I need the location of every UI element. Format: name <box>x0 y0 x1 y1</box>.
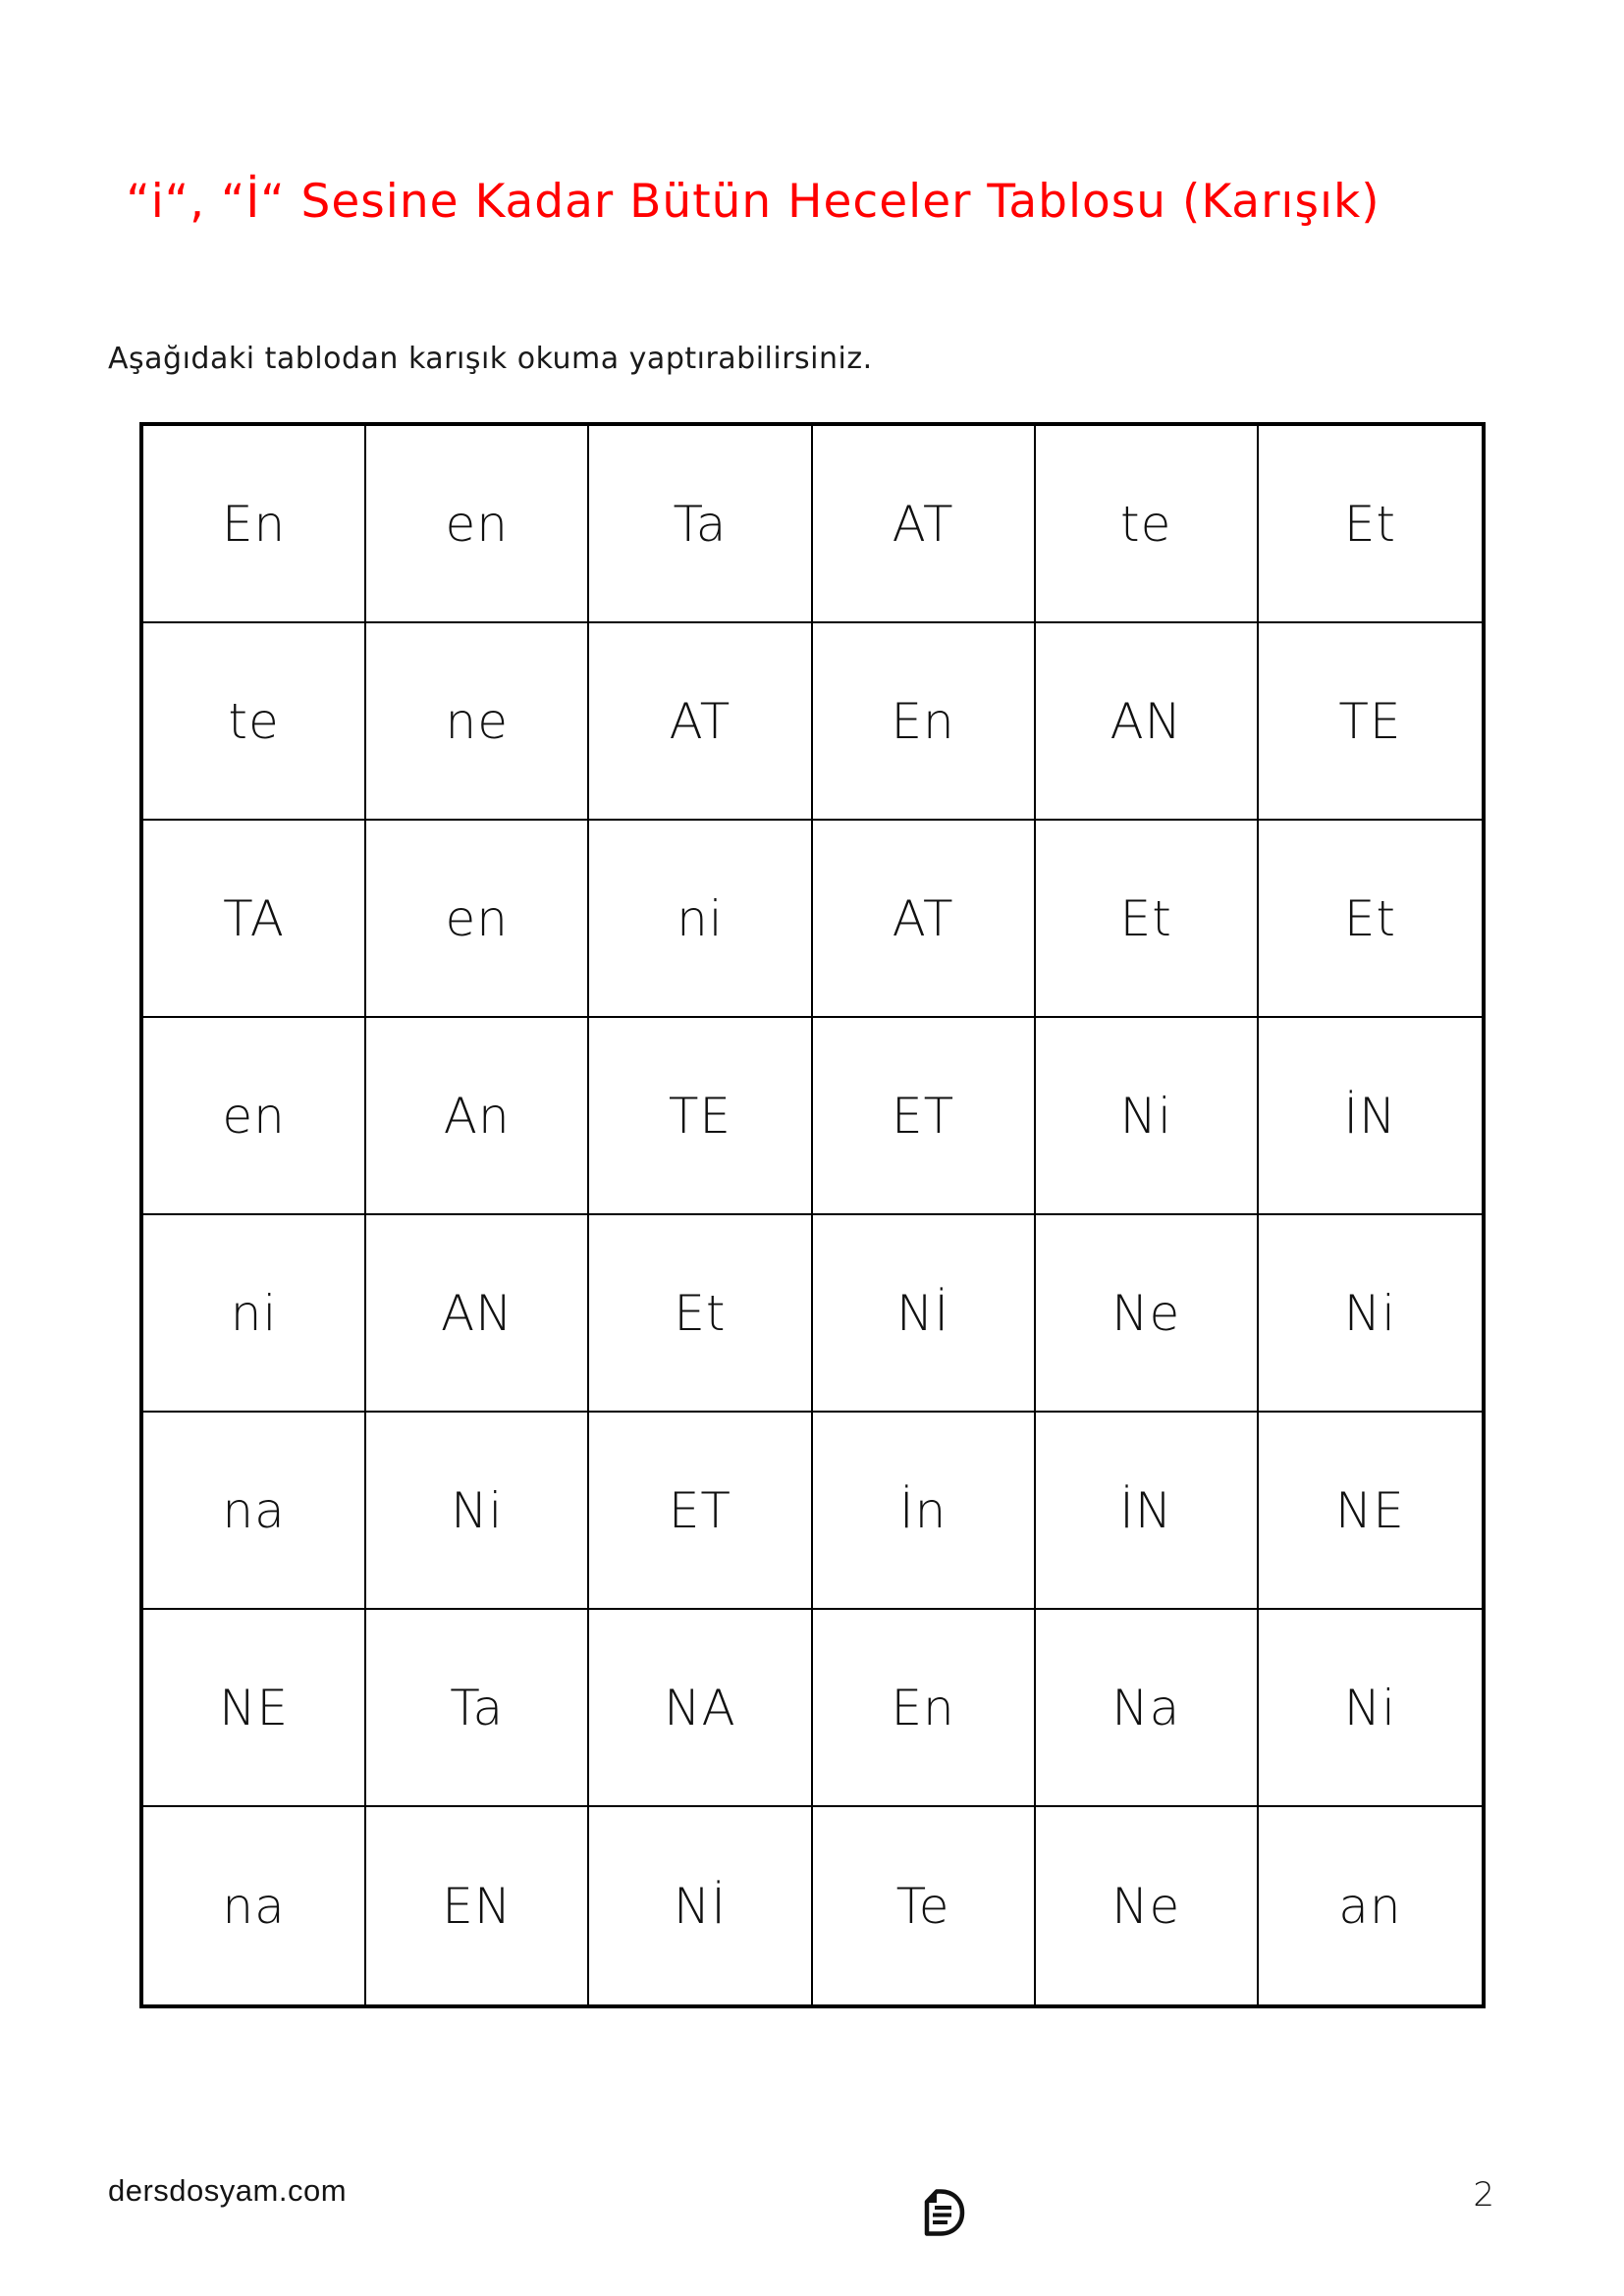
table-cell: Ni <box>1259 1215 1482 1413</box>
table-cell: TE <box>589 1018 812 1215</box>
table-cell: Et <box>1259 426 1482 623</box>
table-cell: Et <box>1259 821 1482 1018</box>
table-cell: Et <box>1036 821 1259 1018</box>
table-cell: En <box>813 623 1036 821</box>
table-cell: en <box>366 821 589 1018</box>
instruction-text: Aşağıdaki tablodan karışık okuma yaptırabilirsiniz. <box>108 342 873 376</box>
table-cell: Ni <box>366 1413 589 1610</box>
table-cell: en <box>143 1018 366 1215</box>
table-cell: Ne <box>1036 1215 1259 1413</box>
table-cell: Te <box>813 1807 1036 2004</box>
table-cell: an <box>1338 1877 1402 1935</box>
document-logo-icon <box>914 2187 965 2242</box>
table-cell: AT <box>813 426 1036 623</box>
table-cell: Nİ <box>589 1807 812 2004</box>
table-cell: ET <box>813 1018 1036 1215</box>
table-cell: te <box>1036 426 1259 623</box>
table-cell: te <box>143 623 366 821</box>
table-cell: Ne <box>1036 1807 1259 2004</box>
table-cell: En <box>143 426 366 623</box>
table-cell: NA <box>589 1610 812 1807</box>
table-cell: NE <box>1259 1413 1482 1610</box>
website-text: dersdosyam.com <box>108 2173 348 2208</box>
table-cell: na <box>143 1413 366 1610</box>
table-cell: Ta <box>366 1610 589 1807</box>
table-cell: ET <box>589 1413 812 1610</box>
table-cell: NE <box>143 1610 366 1807</box>
table-cell: Na <box>1036 1610 1259 1807</box>
table-cell: en <box>366 426 589 623</box>
table-cell: Et <box>589 1215 812 1413</box>
table-cell: Nİ <box>813 1215 1036 1413</box>
table-cell: İn <box>813 1413 1036 1610</box>
table-cell: AN <box>366 1215 589 1413</box>
syllable-table <box>139 422 1486 2008</box>
table-cell: ni <box>589 821 812 1018</box>
table-cell: Ni <box>1259 1610 1482 1807</box>
table-cell: ne <box>366 623 589 821</box>
table-cell: İN <box>1036 1413 1259 1610</box>
table-cell: Ni <box>1036 1018 1259 1215</box>
table-cell: na <box>143 1807 366 2004</box>
footer <box>108 2173 1494 2242</box>
page-title: “i“, “İ“ Sesine Kadar Bütün Heceler Tablosu (Karışık) <box>126 175 1380 229</box>
page-number: 2 <box>1473 2175 1494 2215</box>
table-cell: EN <box>366 1807 589 2004</box>
table-cell: TA <box>143 821 366 1018</box>
table-cell: ni <box>143 1215 366 1413</box>
table-cell: TE <box>1259 623 1482 821</box>
table-cell: AT <box>589 623 812 821</box>
table-cell: En <box>813 1610 1036 1807</box>
table-cell: İN <box>1259 1018 1482 1215</box>
table-cell: AN <box>1036 623 1259 821</box>
table-cell: An <box>366 1018 589 1215</box>
table-cell: AT <box>813 821 1036 1018</box>
table-cell: Ta <box>589 426 812 623</box>
